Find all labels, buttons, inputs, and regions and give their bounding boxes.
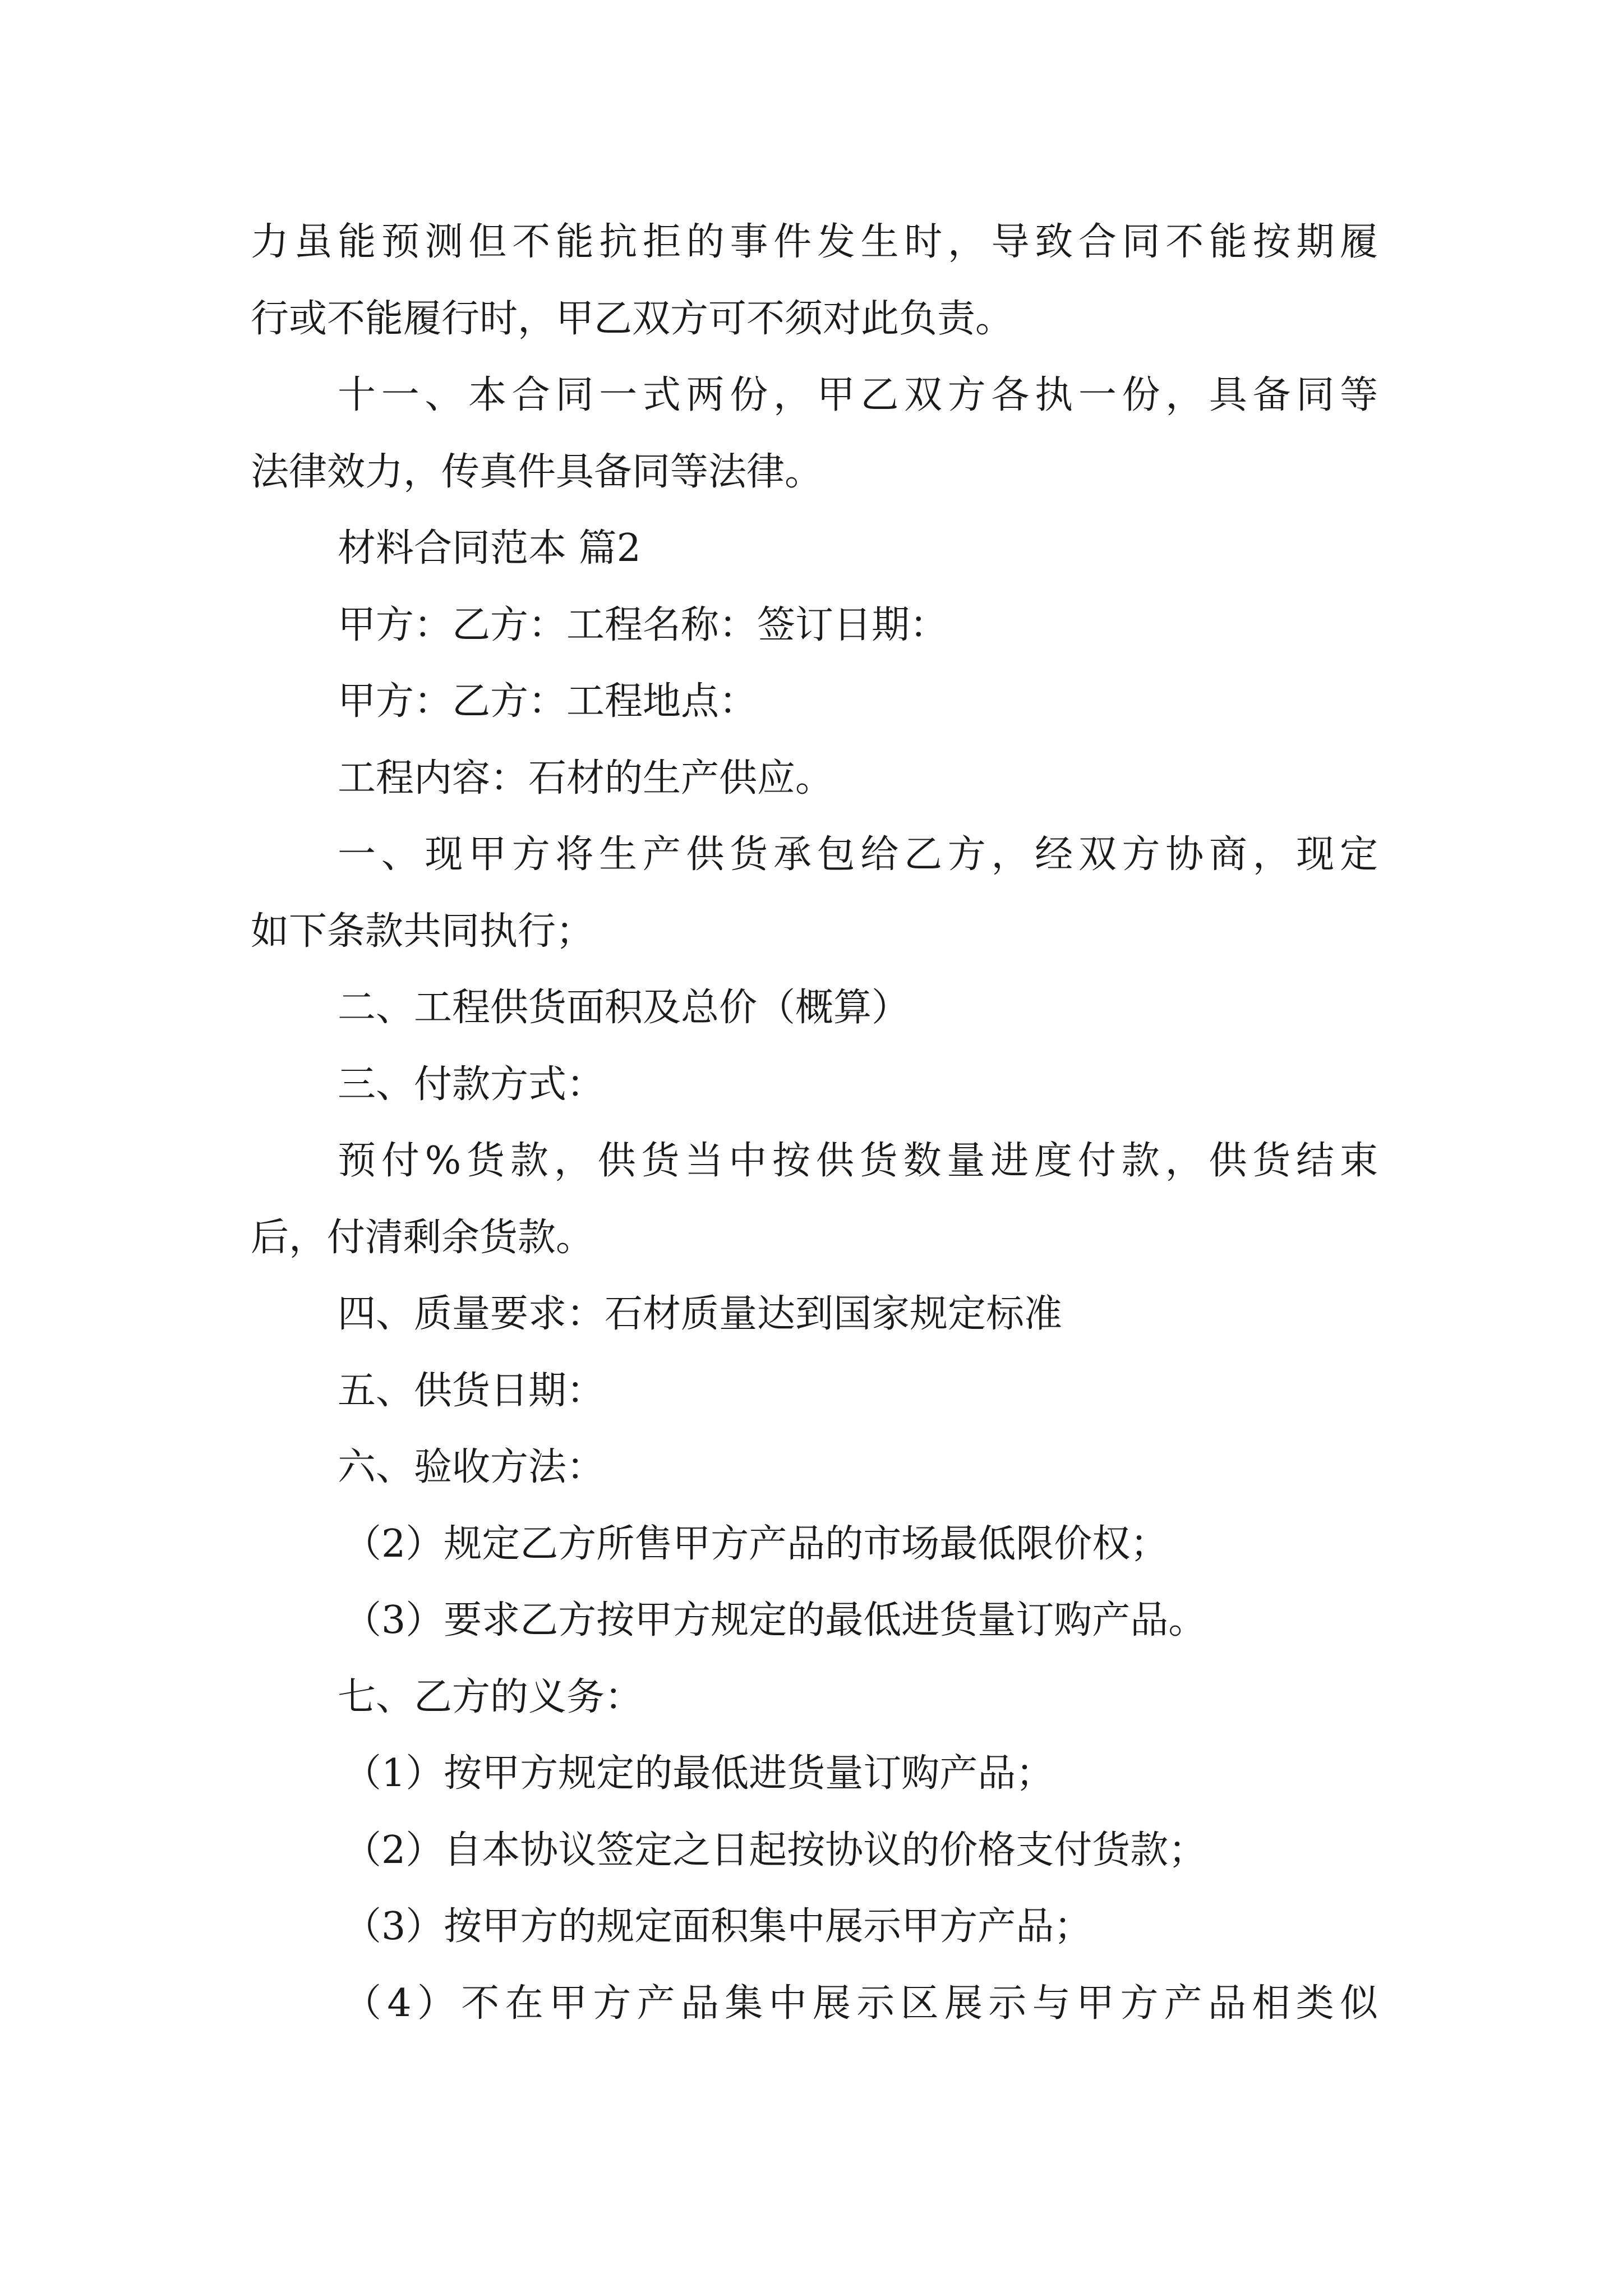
list-item: （2）规定乙方所售甲方产品的市场最低限价权；: [343, 1521, 1169, 1566]
paragraph-line: 二、工程供货面积及总价（概算）: [338, 986, 910, 1030]
paragraph-line: 力虽能预测但不能抗拒的事件发生时，导致合同不能按期履: [251, 220, 1378, 264]
paragraph-line: 七、乙方的义务：: [338, 1674, 643, 1719]
list-item: （1）按甲方规定的最低进货量订购产品；: [343, 1751, 1054, 1796]
paragraph-line: 十一、本合同一式两份，甲乙双方各执一份，具备同等: [338, 373, 1378, 417]
document-body: [251, 204, 1378, 2042]
section-heading: 材料合同范本 篇2: [338, 526, 641, 570]
paragraph-line: 预付%货款，供货当中按供货数量进度付款，供货结束: [338, 1139, 1378, 1183]
paragraph-line: 工程内容：石材的生产供应。: [338, 756, 834, 800]
paragraph-line: 四、质量要求：石材质量达到国家规定标准: [338, 1292, 1063, 1336]
paragraph-line: 行或不能履行时，甲乙双方可不须对此负责。: [251, 296, 1014, 341]
paragraph-line: 如下条款共同执行；: [251, 909, 594, 954]
paragraph-line: 甲方：乙方：工程名称：签订日期：: [338, 602, 948, 647]
list-item: （3）要求乙方按甲方规定的最低进货量订购产品。: [343, 1598, 1207, 1642]
list-item: （2）自本协议签定之日起按协议的价格支付货款；: [343, 1828, 1207, 1872]
paragraph-line: 甲方：乙方：工程地点：: [338, 679, 758, 724]
paragraph-line: 法律效力，传真件具备同等法律。: [251, 449, 823, 494]
list-item: （3）按甲方的规定面积集中展示甲方产品；: [343, 1904, 1092, 1949]
paragraph-line: 五、供货日期：: [338, 1368, 605, 1413]
paragraph-line: 一、现甲方将生产供货承包给乙方，经双方协商，现定: [338, 832, 1378, 877]
paragraph-line: 三、付款方式：: [338, 1062, 605, 1107]
list-item: （4）不在甲方产品集中展示区展示与甲方产品相类似: [343, 1981, 1378, 2026]
paragraph-line: 六、验收方法：: [338, 1445, 605, 1489]
paragraph-line: 后，付清剩余货款。: [251, 1215, 594, 1260]
